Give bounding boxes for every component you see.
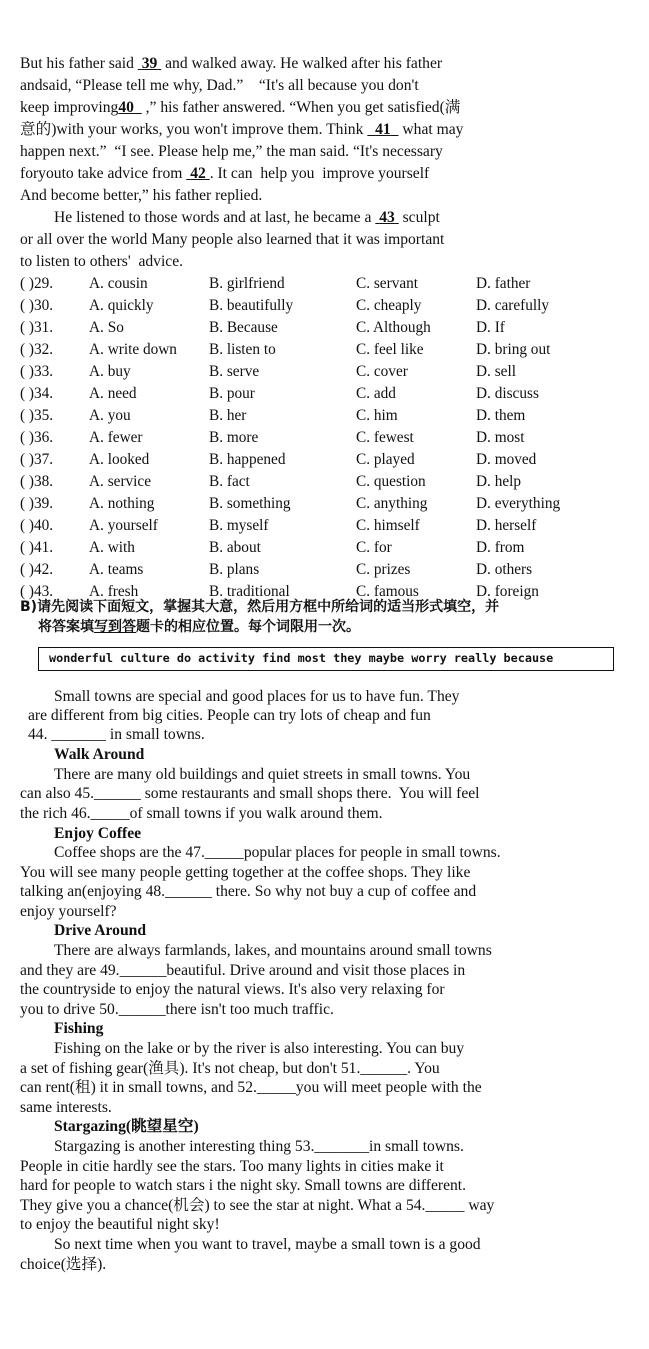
option-c: C. servant [356, 275, 419, 292]
option-c: C. himself [356, 517, 420, 534]
option-d: D. father [476, 275, 531, 292]
option-a: A. teams [89, 561, 144, 578]
passage-line: the countryside to enjoy the natural views. It's also very relaxing for [20, 981, 445, 998]
option-c: C. feel like [356, 341, 424, 358]
option-c: C. famous [356, 583, 419, 600]
option-d: D. them [476, 407, 526, 424]
word-box: wonderful culture do activity find most they maybe worry really because [38, 647, 614, 671]
passage-line: andsaid, “Please tell me why, Dad.” “It's all because you don't [20, 77, 419, 94]
option-b: B. about [209, 539, 261, 556]
passage-line: talking an(enjoying 48.______ there. So why not buy a cup of coffee and [20, 883, 477, 900]
section-heading: Walk Around [54, 746, 145, 763]
option-b: B. Because [209, 319, 278, 336]
option-b: B. happened [209, 451, 286, 468]
passage-line: foryouto take advice from 42 . It can help you improve yourself [20, 165, 430, 182]
option-b: B. fact [209, 473, 250, 490]
passage-line: the rich 46._____of small towns if you walk around them. [20, 805, 383, 822]
blank-43: 43 [379, 209, 395, 226]
passage-line: can also 45.______ some restaurants and small shops there. You will feel [20, 785, 480, 802]
option-b: B. myself [209, 517, 269, 534]
passage-line: 44. _______ in small towns. [28, 726, 205, 743]
option-d: D. If [476, 319, 505, 336]
section-b-instructions: 将答案填写到答题卡的相应位置。每个词限用一次。 [38, 619, 360, 635]
passage-line: to listen to others' advice. [20, 253, 184, 270]
option-c: C. prizes [356, 561, 411, 578]
question-number: ( )40. [20, 517, 54, 534]
passage-line: choice(选择). [20, 1256, 107, 1273]
option-a: A. buy [89, 363, 131, 380]
passage-line: They give you a chance(机会) to see the star at night. What a 54._____ way [20, 1197, 495, 1214]
option-d: D. help [476, 473, 522, 490]
passage-line: keep improving40 ,” his father answered. “When you get satisfied(满 [20, 99, 461, 116]
option-d: D. moved [476, 451, 537, 468]
option-a: A. fewer [89, 429, 143, 446]
question-number: ( )31. [20, 319, 54, 336]
question-number: ( )38. [20, 473, 54, 490]
passage-line: There are many old buildings and quiet streets in small towns. You [54, 766, 471, 783]
passage-line: People in citie hardly see the stars. Too many lights in cities make it [20, 1158, 444, 1175]
option-a: A. service [89, 473, 152, 490]
option-d: D. foreign [476, 583, 539, 600]
option-d: D. herself [476, 517, 537, 534]
passage-line: But his father said 39 and walked away. He walked after his father [20, 55, 443, 72]
passage-line: a set of fishing gear(渔具). It's not cheap, but don't 51.______. You [20, 1060, 440, 1077]
question-number: ( )36. [20, 429, 54, 446]
passage-line: you to drive 50.______there isn't too much traffic. [20, 1001, 334, 1018]
question-number: ( )41. [20, 539, 54, 556]
option-d: D. discuss [476, 385, 539, 402]
option-b: B. traditional [209, 583, 290, 600]
passage-line: enjoy yourself? [20, 903, 117, 920]
option-b: B. more [209, 429, 259, 446]
passage-line: 意的)with your works, you won't improve them. Think 41 what may [20, 121, 464, 138]
passage-line: Small towns are special and good places for us to have fun. They [54, 688, 460, 705]
option-d: D. from [476, 539, 525, 556]
section-heading: Stargazing(眺望星空) [54, 1118, 199, 1135]
option-d: D. most [476, 429, 525, 446]
blank-42: 42 [190, 165, 206, 182]
section-b-instructions: B)请先阅读下面短文，掌握其大意，然后用方框中所给词的适当形式填空，并 [20, 599, 500, 615]
question-number: ( )33. [20, 363, 54, 380]
option-d: D. carefully [476, 297, 550, 314]
option-a: A. quickly [89, 297, 154, 314]
option-c: C. for [356, 539, 392, 556]
question-number: ( )29. [20, 275, 54, 292]
question-number: ( )34. [20, 385, 54, 402]
passage-line: There are always farmlands, lakes, and mountains around small towns [54, 942, 492, 959]
option-b: B. pour [209, 385, 255, 402]
option-a: A. So [89, 319, 124, 336]
option-b: B. girlfriend [209, 275, 285, 292]
option-a: A. need [89, 385, 137, 402]
option-b: B. beautifully [209, 297, 294, 314]
question-number: ( )35. [20, 407, 54, 424]
option-a: A. with [89, 539, 135, 556]
option-b: B. listen to [209, 341, 276, 358]
passage-line: Coffee shops are the 47._____popular places for people in small towns. [54, 844, 501, 861]
question-number: ( )39. [20, 495, 54, 512]
option-c: C. add [356, 385, 396, 402]
question-number: ( )42. [20, 561, 54, 578]
passage-line: You will see many people getting together at the coffee shops. They like [20, 864, 471, 881]
option-a: A. write down [89, 341, 177, 358]
option-c: C. fewest [356, 429, 414, 446]
option-a: A. cousin [89, 275, 148, 292]
option-c: C. played [356, 451, 415, 468]
question-number: ( )32. [20, 341, 54, 358]
passage-line: to enjoy the beautiful night sky! [20, 1216, 220, 1233]
option-b: B. serve [209, 363, 260, 380]
blank-40: 40 [118, 99, 134, 116]
passage-line: He listened to those words and at last, he became a 43 sculpt [54, 209, 440, 226]
question-number: ( )37. [20, 451, 54, 468]
passage-line: same interests. [20, 1099, 112, 1116]
option-b: B. something [209, 495, 291, 512]
option-d: D. everything [476, 495, 561, 512]
passage-line: are different from big cities. People can try lots of cheap and fun [28, 707, 431, 724]
option-a: A. nothing [89, 495, 155, 512]
section-heading: Drive Around [54, 922, 146, 939]
option-a: A. looked [89, 451, 150, 468]
passage-line: and they are 49.______beautiful. Drive around and visit those places in [20, 962, 466, 979]
question-number: ( )30. [20, 297, 54, 314]
option-a: A. you [89, 407, 131, 424]
passage-line: So next time when you want to travel, maybe a small town is a good [54, 1236, 481, 1253]
option-c: C. Although [356, 319, 431, 336]
option-b: B. her [209, 407, 247, 424]
option-d: D. bring out [476, 341, 551, 358]
passage-line: happen next.” “I see. Please help me,” the man said. “It's necessary [20, 143, 443, 160]
option-b: B. plans [209, 561, 260, 578]
passage-line: hard for people to watch stars i the night sky. Small towns are different. [20, 1177, 467, 1194]
option-a: A. yourself [89, 517, 158, 534]
option-c: C. anything [356, 495, 428, 512]
blank-39: 39 [141, 55, 158, 72]
passage-line: Fishing on the lake or by the river is also interesting. You can buy [54, 1040, 465, 1057]
passage-line: can rent(租) it in small towns, and 52._____you will meet people with the [20, 1079, 482, 1096]
passage-line: Stargazing is another interesting thing 53._______in small towns. [54, 1138, 464, 1155]
passage-line: or all over the world Many people also learned that it was important [20, 231, 445, 248]
blank-41: 41 [375, 121, 391, 138]
passage-line: And become better,” his father replied. [20, 187, 263, 204]
option-a: A. fresh [89, 583, 139, 600]
section-heading: Enjoy Coffee [54, 825, 142, 842]
option-d: D. sell [476, 363, 516, 380]
question-number: ( )43. [20, 583, 54, 600]
option-c: C. him [356, 407, 398, 424]
option-d: D. others [476, 561, 533, 578]
option-c: C. cover [356, 363, 408, 380]
option-c: C. question [356, 473, 426, 490]
option-c: C. cheaply [356, 297, 422, 314]
section-heading: Fishing [54, 1020, 104, 1037]
